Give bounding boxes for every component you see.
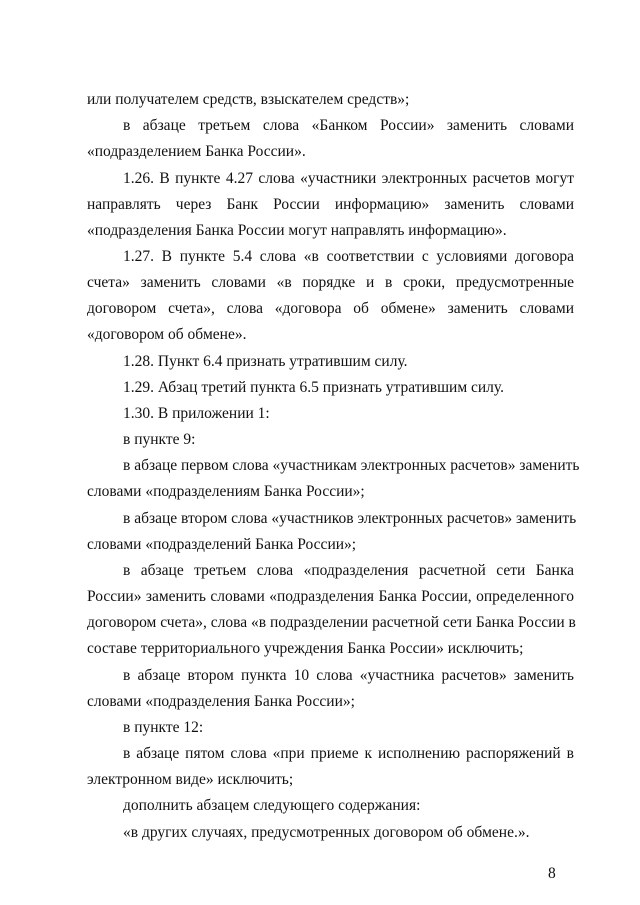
text-line: словами «подразделений Банка России»; xyxy=(87,536,357,553)
text-line: «договором об обмене». xyxy=(87,326,247,343)
text-line: 1.30. В приложении 1: xyxy=(123,405,270,422)
text-line: «подразделением Банка России». xyxy=(87,143,306,160)
text-line: договором счета», слова «договора об обмене» заменить словами xyxy=(87,300,574,317)
text-line: в абзаце третьем слова «Банком России» заменить словами xyxy=(123,117,574,134)
text-line: в абзаце первом слова «участникам электронных расчетов» заменить xyxy=(123,457,580,474)
text-line: в пункте 12: xyxy=(123,719,204,736)
text-line: в абзаце втором пункта 10 слова «участника расчетов» заменить xyxy=(123,667,574,684)
page-number: 8 xyxy=(548,865,556,882)
text-line: «в других случаях, предусмотренных договором об обмене.». xyxy=(123,824,530,841)
text-line: договором счета», слова «в подразделении расчетной сети Банка России в xyxy=(87,614,576,631)
text-line: «подразделения Банка России могут направлять информацию». xyxy=(87,222,507,239)
text-line: 1.29. Абзац третий пункта 6.5 признать утратившим силу. xyxy=(123,379,504,396)
text-line: или получателем средств, взыскателем средств»; xyxy=(87,91,410,108)
text-line: дополнить абзацем следующего содержания: xyxy=(123,797,421,814)
text-line: 1.26. В пункте 4.27 слова «участники электронных расчетов могут xyxy=(123,170,574,187)
text-line: словами «подразделения Банка России»; xyxy=(87,693,355,710)
text-line: счета» заменить словами «в порядке и в сроки, предусмотренные xyxy=(87,274,574,291)
text-line: России» заменить словами «подразделения Банка России, определенного xyxy=(87,588,574,605)
text-line: электронном виде» исключить; xyxy=(87,771,294,788)
text-line: 1.28. Пункт 6.4 признать утратившим силу. xyxy=(123,353,408,370)
text-line: 1.27. В пункте 5.4 слова «в соответствии с условиями договора xyxy=(123,248,574,265)
text-line: направлять через Банк России информацию» заменить словами xyxy=(87,196,574,213)
text-line: словами «подразделениям Банка России»; xyxy=(87,483,365,500)
text-line: в абзаце пятом слова «при приеме к исполнению распоряжений в xyxy=(123,745,574,762)
text-line: составе территориального учреждения Банка России» исключить; xyxy=(87,640,524,657)
text-line: в абзаце втором слова «участников электронных расчетов» заменить xyxy=(123,510,577,527)
text-line: в пункте 9: xyxy=(123,431,196,448)
text-line: в абзаце третьем слова «подразделения расчетной сети Банка xyxy=(123,562,574,579)
